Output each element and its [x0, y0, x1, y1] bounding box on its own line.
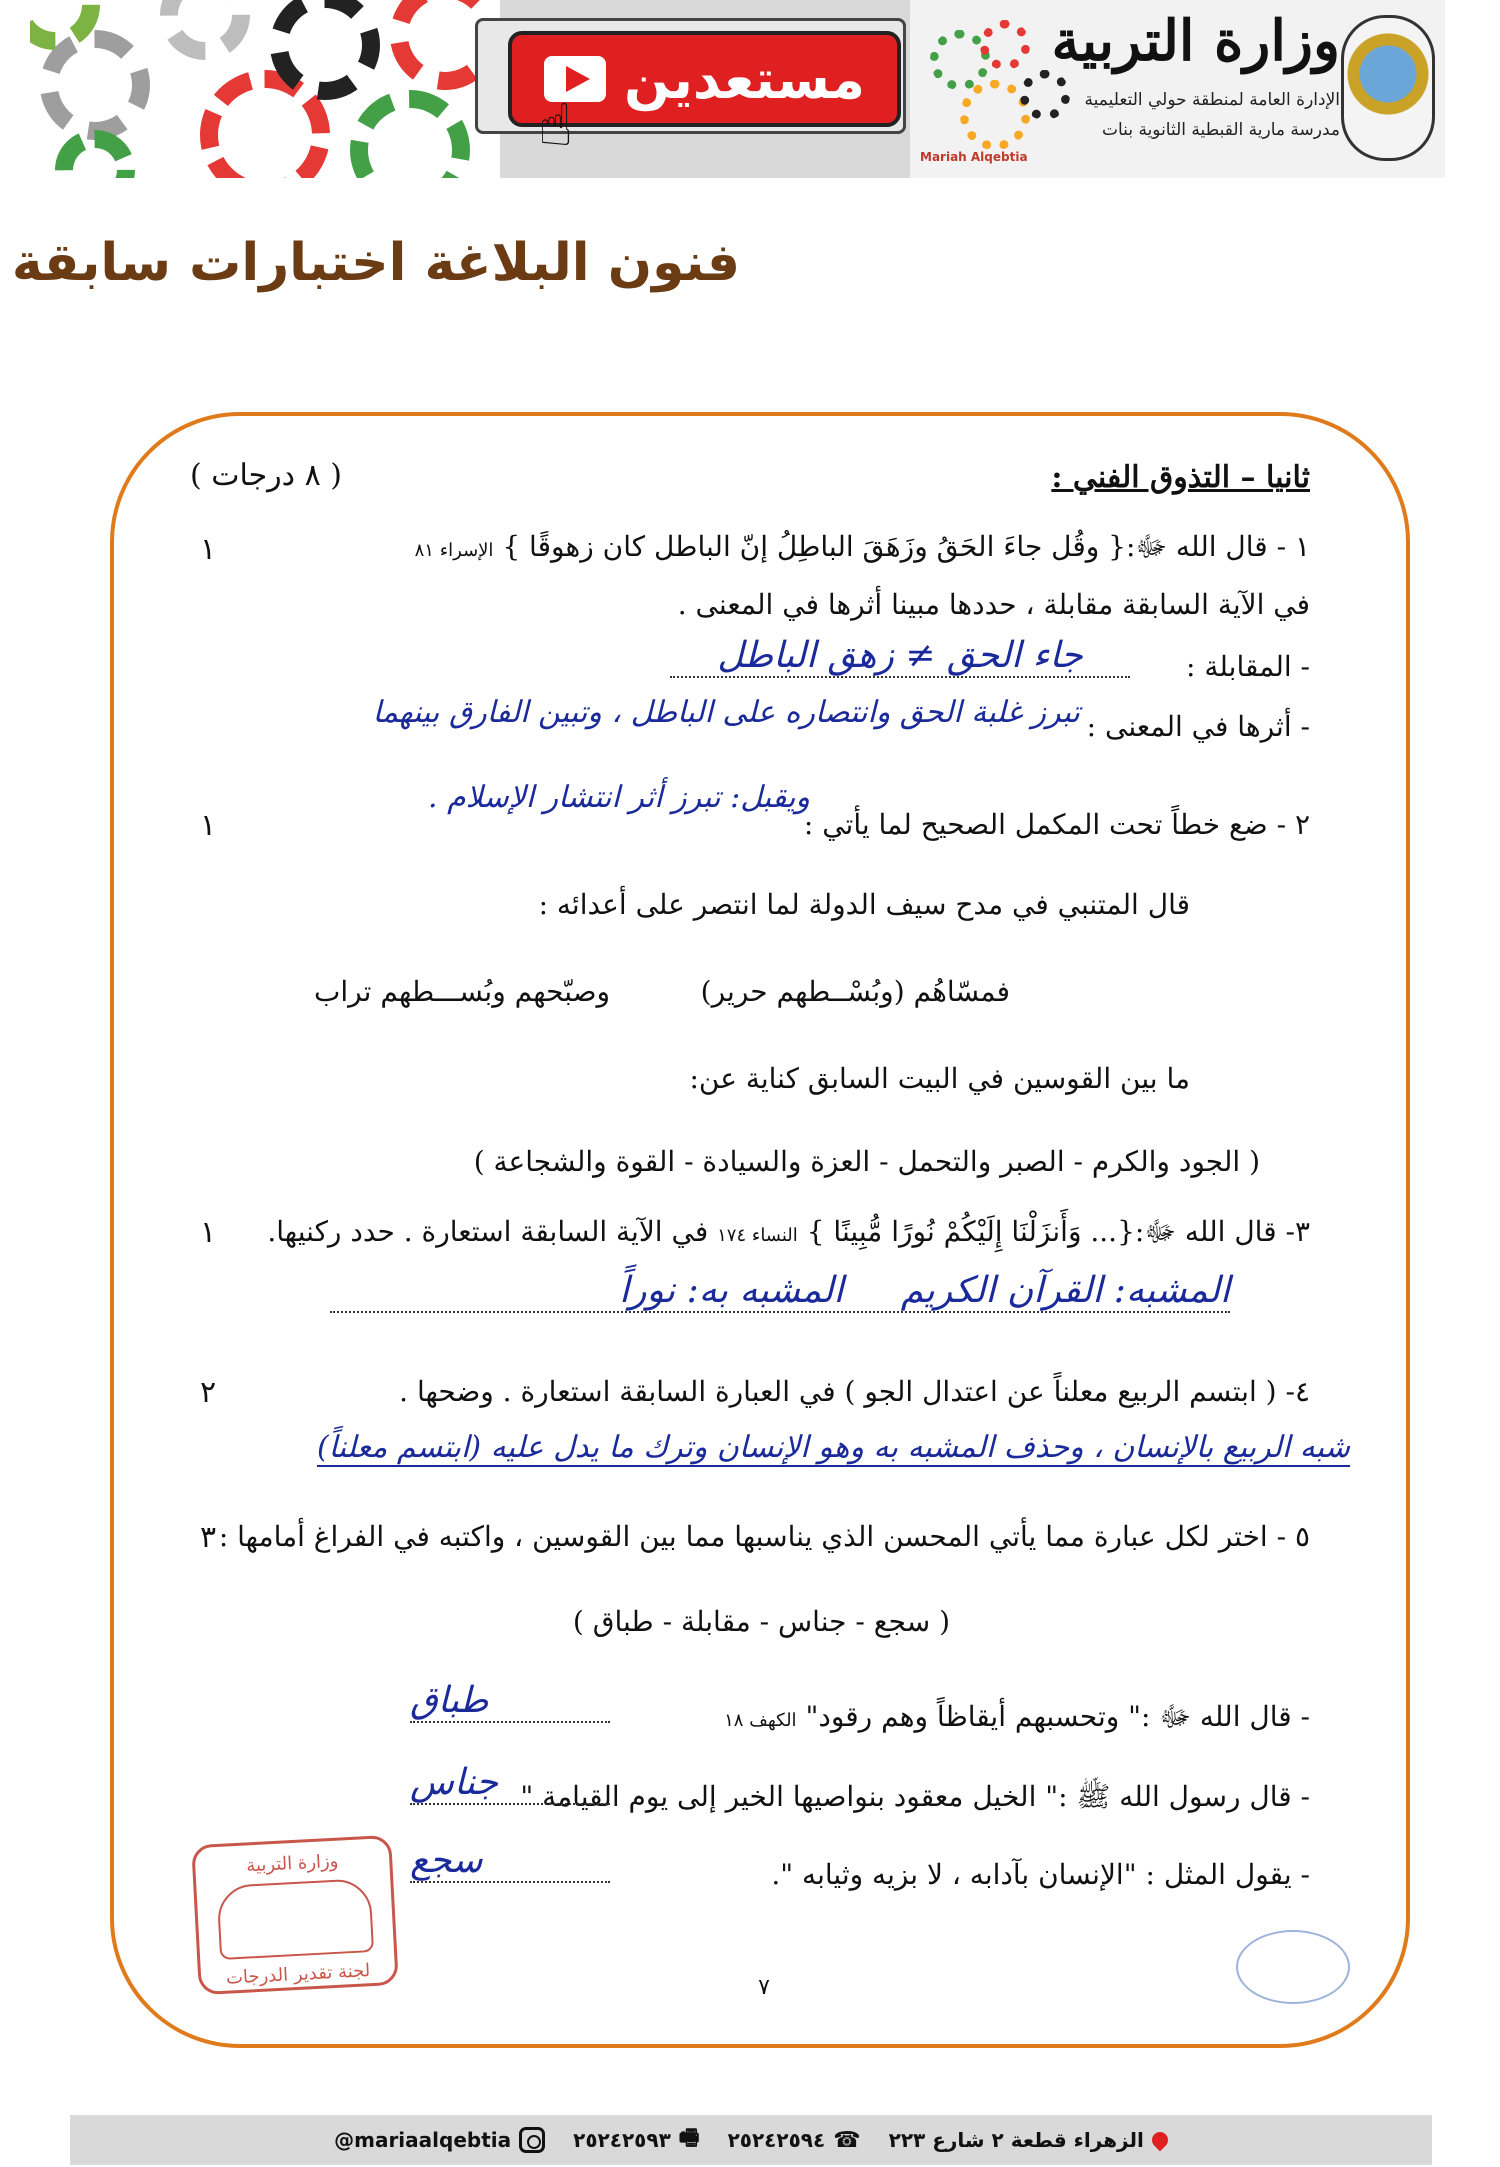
fax-icon: 🖷 — [678, 2126, 700, 2151]
exam-sheet — [150, 440, 1370, 2030]
page-footer — [70, 2115, 1432, 2165]
instagram-icon — [519, 2127, 545, 2153]
ministry-title: وزارة التربية — [1051, 8, 1340, 74]
q1-ref: الإسراء ٨١ — [414, 540, 494, 561]
q3-answer: المشبه: القرآن الكريم المشبه به: نوراً — [330, 1270, 1230, 1313]
pointer-hand-icon: ☝ — [538, 91, 574, 159]
q1-label-a: - المقابلة : — [1186, 650, 1310, 683]
gear-icon — [55, 130, 135, 178]
q1-score: ١ — [200, 532, 217, 567]
section-title: ثانيا – التذوق الفني : — [1051, 460, 1310, 495]
address-text: الزهراء قطعة ٢ شارع ٢٢٣ — [888, 2128, 1144, 2152]
q3-score: ١ — [200, 1215, 217, 1250]
q1-label-b: - أثرها في المعنى : — [1086, 710, 1310, 743]
fax-contact — [573, 2121, 699, 2159]
q1-answer-b2: ويقبل: تبرز أثر انتشار الإسلام . — [428, 780, 810, 815]
gear-icon — [350, 90, 470, 178]
q2-question: ما بين القوسين في البيت السابق كناية عن: — [689, 1062, 1190, 1095]
kuwait-emblem-icon — [1341, 15, 1435, 161]
q4-score: ٢ — [200, 1375, 217, 1410]
q5-score: ٣ — [200, 1520, 217, 1555]
q1-answer-a: جاء الحق ≠ زهق الباطل — [670, 635, 1130, 678]
q2-intro: قال المتنبي في مدح سيف الدولة لما انتصر على أعدائه : — [538, 888, 1190, 921]
instagram-contact[interactable] — [334, 2127, 545, 2153]
school-name: Mariah Alqebtia — [920, 150, 1028, 164]
address-contact — [889, 2128, 1168, 2152]
promo-label: مستعدين — [624, 47, 865, 111]
q3-ref: النساء ١٧٤ — [717, 1225, 798, 1246]
q5-item2: - قال رسول الله ﷺ :" الخيل معقود بنواصيها الخير إلى يوم القيامة " — [520, 1780, 1310, 1813]
stamp-text: وزارة التربية — [245, 1850, 339, 1877]
signature-seal — [1236, 1930, 1350, 2004]
instagram-handle: @mariaalqebtia — [334, 2128, 512, 2152]
q2-options: ( الجود والكرم - الصبر والتحمل - العزة والسيادة - القوة والشجاعة ) — [473, 1145, 1260, 1178]
gear-icon — [270, 0, 380, 100]
phone-contact — [728, 2128, 861, 2153]
q5-item3: - يقول المثل : "الإنسان بآدابه ، لا بزيه وثيابه ". — [771, 1858, 1310, 1891]
location-pin-icon — [1149, 2129, 1172, 2152]
q2-score: ١ — [200, 808, 217, 843]
official-stamp — [191, 1835, 399, 1995]
q5-prompt: ٥ - اختر لكل عبارة مما يأتي المحسن الذي يناسبها مما بين القوسين ، واكتبه في الفراغ أمامها : — [218, 1520, 1310, 1553]
q5-item2-answer: جناس — [410, 1762, 610, 1805]
ministry-block — [910, 0, 1445, 178]
q5-item1-answer: طباق — [410, 1680, 610, 1723]
page-header — [30, 0, 1445, 178]
q5-options: ( سجع - جناس - مقابلة - طباق ) — [572, 1605, 950, 1638]
school-subtitle: مدرسة مارية القبطية الثانوية بنات — [1102, 120, 1340, 140]
promo-banner[interactable] — [475, 18, 906, 159]
q1-prompt: ١ - قال الله ﷻ:{ وقُل جاءَ الحَقُ وزَهَقَ الباطِلُ إنّ الباطل كان زهوقًا } الإسراء ٨١ — [414, 530, 1310, 563]
q4-answer: شبه الربيع بالإنسان ، وحذف المشبه به وهو الإنسان وترك ما يدل عليه (ابتسم معلناً) — [316, 1430, 1350, 1465]
page-number: ٧ — [758, 1975, 770, 2000]
q1-line2: في الآية السابقة مقابلة ، حددها مبينا أثرها في المعنى . — [677, 588, 1310, 621]
q4-prompt: ٤- ( ابتسم الربيع معلناً عن اعتدال الجو ) في العبارة السابقة استعارة . وضحها . — [399, 1375, 1310, 1408]
phone-number: ٢٥٢٤٢٥٩٤ — [727, 2128, 826, 2152]
ministry-subtitle: الإدارة العامة لمنطقة حولي التعليمية — [1084, 90, 1340, 110]
q5-item3-answer: سجع — [410, 1840, 610, 1883]
fax-number: ٢٥٢٤٢٥٩٣ — [573, 2128, 671, 2152]
q5-item1: - قال الله ﷻ :" وتحسبهم أيقاظاً وهم رقود" الكهف ١٨ — [724, 1700, 1310, 1733]
phone-icon: ☎ — [833, 2127, 861, 2153]
q1-answer-b: تبرز غلبة الحق وانتصاره على الباطل ، وتبين الفارق بينهما — [372, 695, 1080, 730]
stamp-bottom-text: لجنة تقدير الدرجات — [225, 1960, 371, 1989]
gears-decoration — [30, 0, 500, 178]
q2-verse-b: وصبّحهم وبُســـطهم تراب — [314, 975, 610, 1008]
q2-prompt: ٢ - ضع خطاً تحت المكمل الصحيح لما يأتي : — [803, 808, 1310, 841]
q2-verse-a: فمسّاهُم (وبُسْــطهم حرير) — [700, 975, 1010, 1008]
gear-icon — [160, 0, 250, 60]
total-marks: ( ٨ درجات ) — [190, 458, 342, 493]
page-title: فنون البلاغة اختبارات سابقة — [11, 233, 740, 293]
q3-prompt: ٣- قال الله ﷻ:{... وَأَنزَلْنَا إِلَيْكُمْ نُورًا مُّبِينًا } النساء ١٧٤ في الآية السابقة استعارة . حدد ركنيها. — [267, 1215, 1310, 1248]
q5-item1-ref: الكهف ١٨ — [724, 1710, 797, 1731]
